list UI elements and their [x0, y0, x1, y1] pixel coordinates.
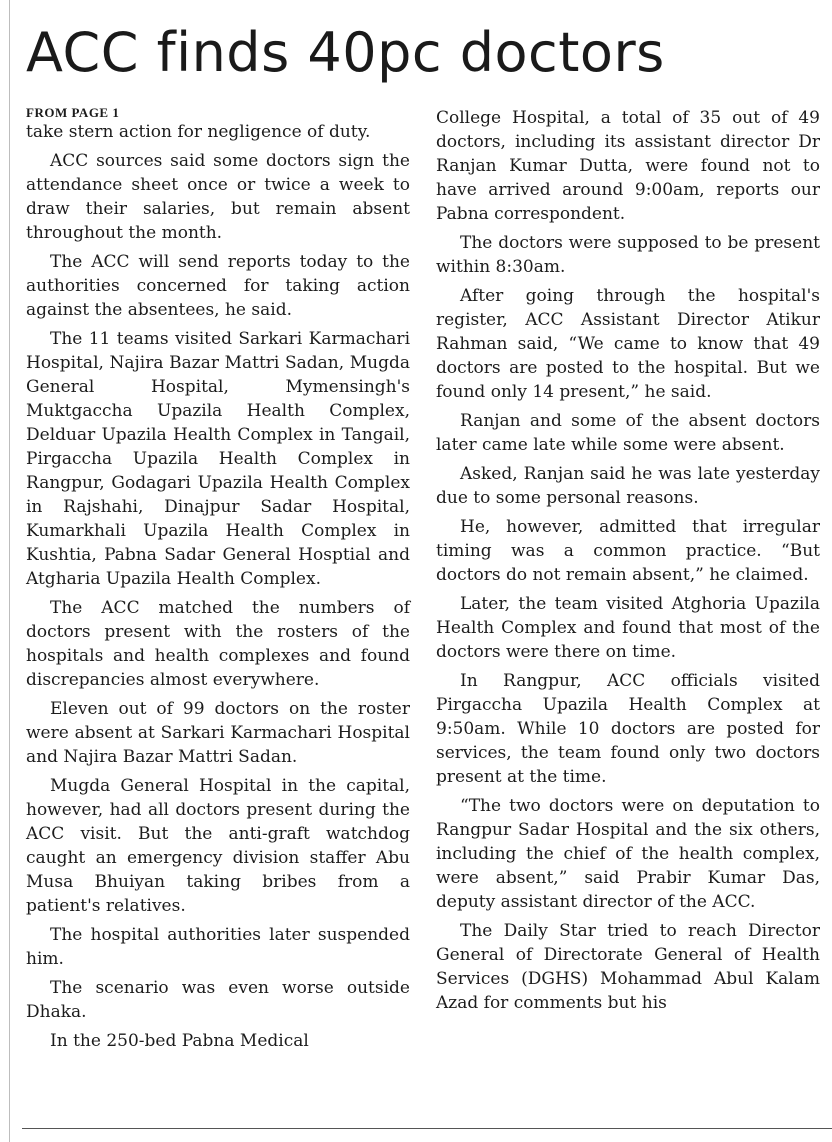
paragraph: Eleven out of 99 doctors on the roster were absent at Sarkari Karmachari Hospital and Najira Bazar Mattri Sadan.	[26, 699, 410, 767]
paragraph: take stern action for negligence of duty.	[26, 122, 371, 142]
left-edge-rule	[9, 0, 10, 1142]
paragraph: The 11 teams visited Sarkari Karmachari Hospital, Najira Bazar Mattri Sadan, Mugda General Hospital, Mymensingh's Muktgaccha Upazila Health Complex, Delduar Upazila Health Complex in Tangail, Pirgaccha Upazila Health Complex in Rangpur, Godagari Upazila Health Complex in Rajshahi, Dinajpur Sadar Hospital, Kumarkhali Upazila Health Complex in Kushtia, Pabna Sadar General Hosptial and Atgharia Upazila Health Complex.	[26, 329, 410, 589]
bottom-rule	[22, 1128, 832, 1129]
paragraph: Later, the team visited Atghoria Upazila Health Complex and found that most of the doctors were there on time.	[436, 594, 820, 662]
headline: ACC finds 40pc doctors	[26, 21, 665, 84]
paragraph: After going through the hospital's register, ACC Assistant Director Atikur Rahman said, “We came to know that 49 doctors are posted to the hospital. But we found only 14 present,” he said.	[436, 286, 820, 402]
paragraph: “The two doctors were on deputation to Rangpur Sadar Hospital and the six others, including the chief of the health complex, were absent,” said Prabir Kumar Das, deputy assistant director of the ACC.	[436, 796, 820, 912]
paragraph: The ACC matched the numbers of doctors present with the rosters of the hospitals and health complexes and found discrepancies almost everywhere.	[26, 598, 410, 690]
paragraph: The Daily Star tried to reach Director General of Directorate General of Health Services (DGHS) Mohammad Abul Kalam Azad for comments but his	[436, 921, 820, 1013]
paragraph: In the 250-bed Pabna Medical	[50, 1031, 309, 1051]
paragraph: Mugda General Hospital in the capital, however, had all doctors present during the ACC visit. But the anti-graft watchdog caught an emergency division staffer Abu Musa Bhuiyan taking bribes from a patient's relatives.	[26, 776, 410, 916]
paragraph: The scenario was even worse outside Dhaka.	[26, 978, 410, 1022]
paragraph: He, however, admitted that irregular timing was a common practice. “But doctors do not remain absent,” he claimed.	[436, 517, 820, 585]
paragraph: In Rangpur, ACC officials visited Pirgaccha Upazila Health Complex at 9:50am. While 10 doctors are posted for services, the team found only two doctors present at the time.	[436, 671, 820, 787]
continuation-kicker: FROM PAGE 1	[26, 105, 120, 120]
paragraph: ACC sources said some doctors sign the attendance sheet once or twice a week to draw their salaries, but remain absent throughout the month.	[26, 151, 410, 243]
paragraph: The ACC will send reports today to the authorities concerned for taking action against the absentees, he said.	[26, 252, 410, 320]
paragraph: The doctors were supposed to be present within 8:30am.	[436, 233, 820, 277]
paragraph: Ranjan and some of the absent doctors later came late while some were absent.	[436, 411, 820, 455]
left-column	[26, 105, 410, 1053]
paragraph: College Hospital, a total of 35 out of 49 doctors, including its assistant director Dr Ranjan Kumar Dutta, were found not to have arrived around 9:00am, reports our Pabna correspondent.	[436, 108, 820, 224]
paragraph: Asked, Ranjan said he was late yesterday due to some personal reasons.	[436, 464, 820, 508]
paragraph: The hospital authorities later suspended him.	[26, 925, 410, 969]
right-column	[436, 106, 820, 1015]
